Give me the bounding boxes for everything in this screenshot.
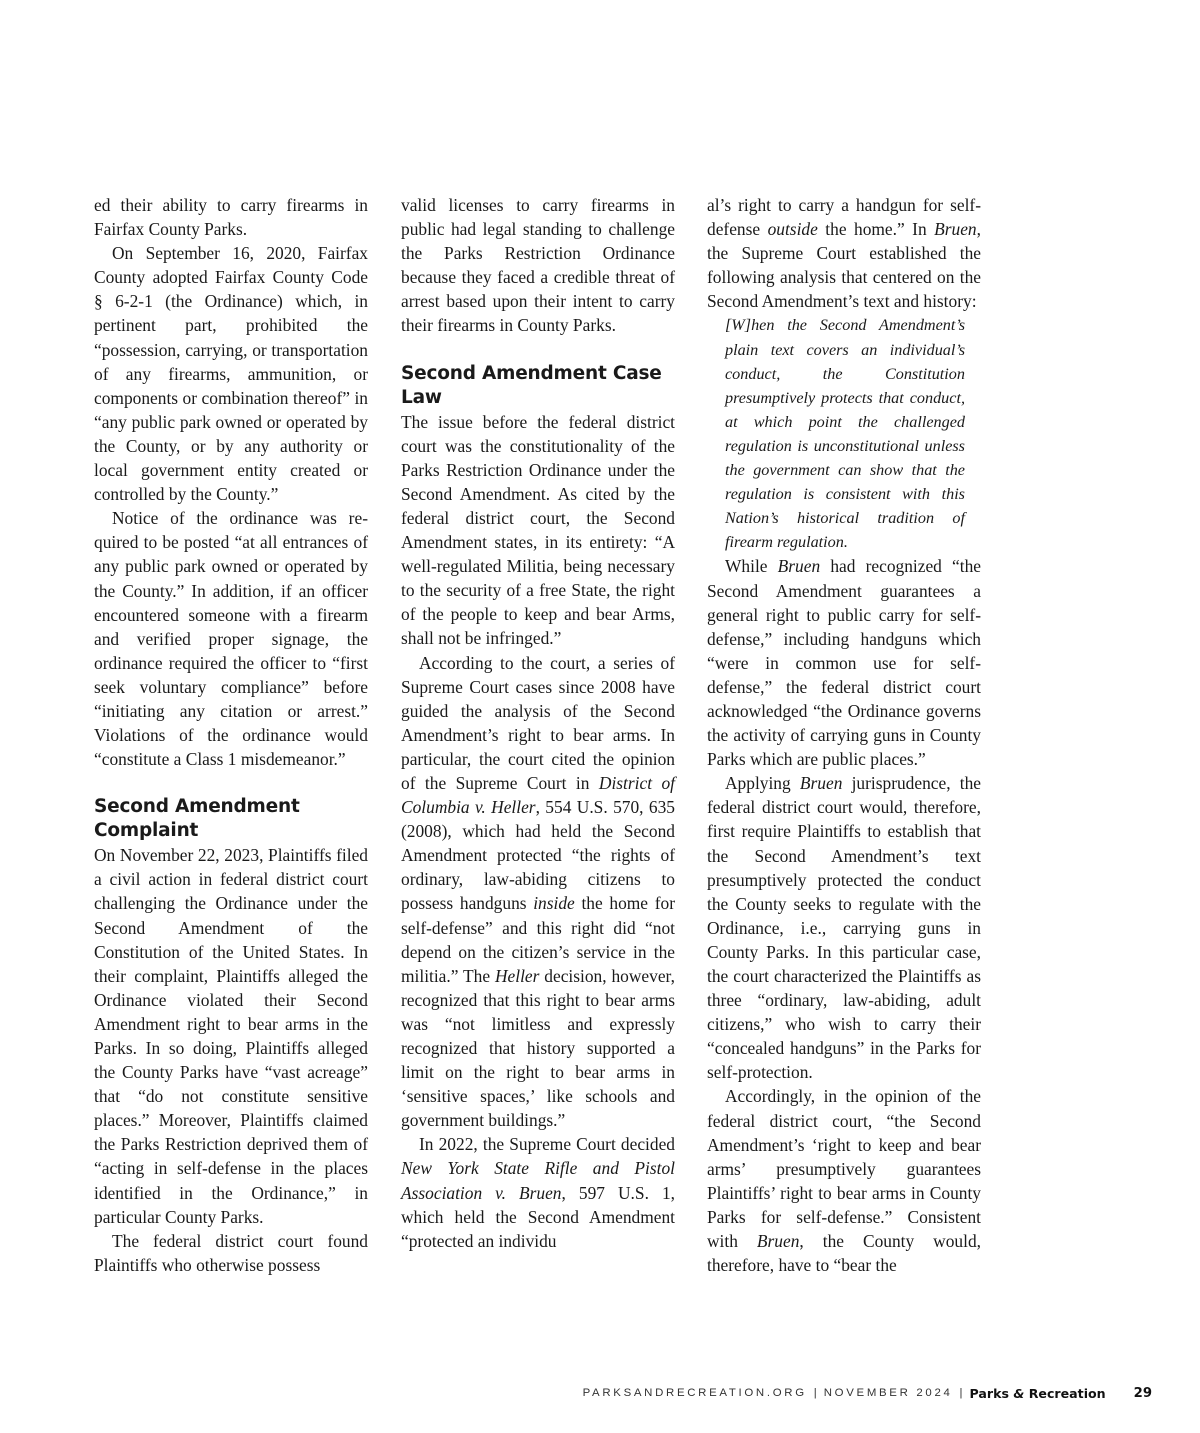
case-name: District of Columbia v. Heller (401, 772, 675, 818)
text-run: decision, however, recognized that this right to bear arms was “not limitless and expressly recognized that history supported a limit on the right to bear arms in ‘sensitive spaces,’ like schools and government buildings.” (401, 965, 675, 1131)
case-name: Bruen (756, 1231, 800, 1252)
paragraph (707, 193, 981, 313)
case-name: Heller (494, 965, 540, 986)
case-name: New York State Rifle and Pistol Association v. Bruen (401, 1158, 675, 1203)
website-url: PARKSANDRECREATION.ORG (582, 1387, 807, 1399)
text-run: Applying (725, 773, 800, 794)
text-run: Accordingly, in the opinion of the federal district court, “the Second Amendment’s ‘right to keep and bear arms’ presumptively guarantees Plaintiffs’ right to bear arms in County Parks for self-defense.” Consistent with (707, 1086, 981, 1252)
magazine-title (970, 1386, 1106, 1401)
paragraph (707, 554, 981, 771)
text-run: In 2022, the Supreme Court decided (419, 1134, 675, 1155)
paragraph: On November 22, 2023, Plaintiffs filed a civil action in federal district court challenging the Ordinance under the Second Amendment of the Constitution of the United States. In their complaint, Plaintiffs alleged the Ordinance violated their Second Amendment right to bear arms in the Parks. In so doing, Plaintiffs alleged the County Parks have “vast acreage” that “do not constitute sensitive places.” Moreover, Plaintiffs claimed the Parks Restriction deprived them of “acting in self-defense in the places identified in the Ordinance,” in particular County Parks. (94, 845, 368, 1227)
paragraph (707, 1084, 981, 1277)
column-3 (707, 193, 981, 1277)
footer-separator: | (959, 1387, 963, 1399)
magazine-title-part: Parks (969, 1385, 1014, 1401)
section-heading: Second Amendment Case Law (401, 362, 662, 408)
paragraph: The issue before the federal district court was the constitutionality of the Parks Restriction Ordinance under the Second Amendment. As cited by the federal district court, the Second Amendment states, in its entirety: “A well-regulated Militia, being necessary to the security of a free State, the right of the people to keep and bear Arms, shall not be infringed.” (401, 411, 675, 649)
page-number: 29 (1133, 1385, 1152, 1401)
text-run: While (725, 556, 778, 577)
paragraph: On September 16, 2020, Fairfax County adopted Fairfax County Code § 6-2-1 (the Ordinance) which, in pertinent part, prohibited the “possession, carrying, or transportation of any firearms, ammunition, or components or combination thereof” in “any public park owned or operated by the County, or by any authority or local government entity created or controlled by the County.” (94, 243, 368, 505)
paragraph (401, 651, 675, 1133)
case-name: Bruen (934, 219, 977, 240)
text-run: had recognized “the Second Amendment guarantees a general right to public carry for self-defense,” including handguns which “were in common use for self-defense,” the federal district court acknowledged “the Ordinance governs the activity of carrying guns in County Parks which are public places.” (707, 556, 981, 770)
text-run: According to the court, a series of Supreme Court cases since 2008 have guided the analysis of the Second Amendment’s right to bear arms. In particular, the court cited the opinion of the Supreme Court in (401, 652, 675, 793)
issue-date: NOVEMBER 2024 (823, 1387, 953, 1399)
text-run: the home.” In (817, 219, 935, 240)
text-run: , the County would, therefore, have to “bear the (707, 1231, 981, 1276)
case-name: Bruen (777, 556, 821, 577)
paragraph (401, 1132, 675, 1252)
emphasis: inside (533, 893, 575, 914)
magazine-title-ampersand: & (1013, 1385, 1025, 1401)
paragraph (707, 771, 981, 1084)
text-run: , 554 U.S. 570, 635 (2008), which had held the Second Amendment protected “the rights of ordinary, law-abiding citizens to possess handguns (401, 797, 675, 914)
text-run: al’s right to carry a handgun for self-defense (707, 195, 981, 240)
paragraph: valid licenses to carry firearms in public had legal standing to challenge the Parks Restriction Ordinance because they faced a credible threat of arrest based upon their intent to carry their firearms in County Parks. (401, 195, 675, 336)
paragraph: Notice of the ordinance was required to be posted “at all entrances of any public park owned or operated by the County.” In addition, if an officer encountered someone with a firearm and verified proper signage, the ordinance required the officer to “first seek voluntary compliance” before “initiating any citation or arrest.” Violations of the ordinance would “constitute a Class 1 misdemeanor.” (94, 508, 368, 770)
paragraph: ed their ability to carry firearms in Fairfax County Parks. (94, 195, 368, 240)
section-heading: Second Amendment Complaint (94, 796, 300, 842)
text-run: , 597 U.S. 1, which held the Second Amendment “protected an individu (401, 1182, 675, 1251)
emphasis: outside (767, 219, 818, 240)
text-run: , the Supreme Court established the following analysis that centered on the Second Amendment’s text and history: (707, 219, 981, 312)
case-name: Bruen (799, 773, 843, 794)
block-quote: [W]hen the Second Amendment’s plain text covers an individual’s conduct, the Constitution presumptively protects that conduct, at which point the challenged regulation is unconstitutional unless the government can show that the regulation is consistent with this Nation’s historical tradition of firearm regulation. (725, 316, 965, 552)
text-run: the home for self-defense” and this right did “not depend on the citizen’s service in the militia.” The (401, 893, 675, 986)
page-footer (583, 1384, 1152, 1402)
text-run: jurisprudence, the federal district court would, therefore, first require Plaintiffs to establish that the Second Amendment’s text presumptively protected the conduct the County seeks to regulate with the Ordinance, i.e., carrying guns in County Parks. In this particular case, the court characterized the Plaintiffs as three “ordinary, law-abiding, adult citizens,” who wish to carry their “concealed handguns” in the Parks for self-protection. (707, 773, 982, 1083)
column-2 (401, 193, 675, 1253)
magazine-title-part: Recreation (1024, 1385, 1106, 1401)
column-1 (94, 193, 368, 1277)
footer-separator: | (813, 1387, 817, 1399)
paragraph: The federal district court found Plaintiffs who otherwise possess (94, 1230, 368, 1275)
